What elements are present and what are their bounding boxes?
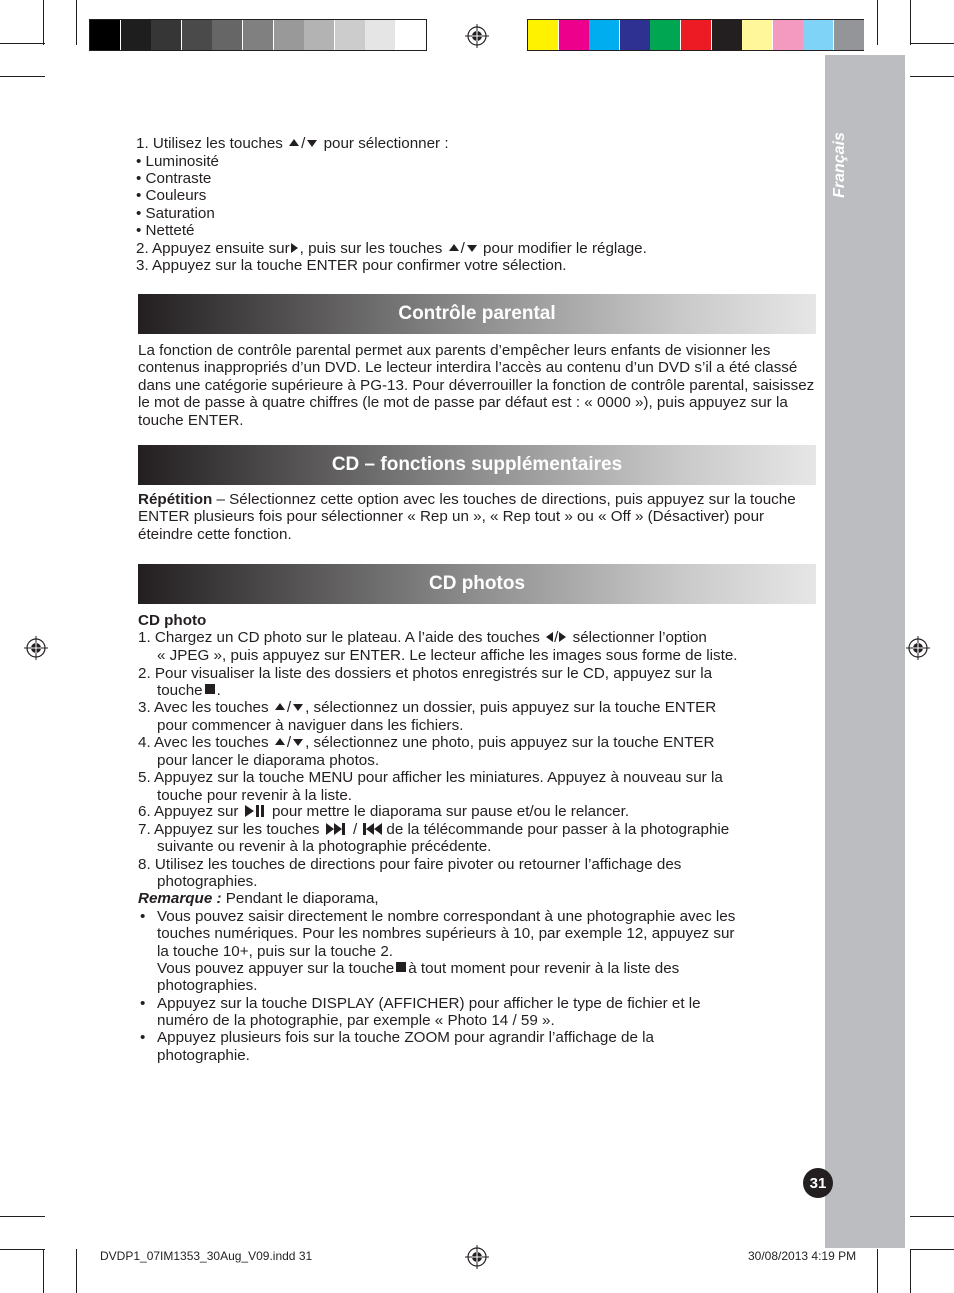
intro-step-1: 1. Utilisez les touches / pour sélectionner : <box>136 135 449 152</box>
next-track-icon <box>326 823 346 835</box>
parental-body: La fonction de contrôle parental permet aux parents d’empêcher leurs enfants de visionner les contenus inappropriés d’un DVD. Le lecteur interdira l’accès au contenu d’un DVD s’il a été classé dans une catégorie supérieure à PG-13. Pour déverrouiller la fonction de contrôle parental, saisissez le mot de passe à quatre chiffres (le mot de passe par défaut est : « 0000 »), puis appuyez sur la touche ENTER. <box>138 342 815 429</box>
footer-file-info: DVDP1_07IM1353_30Aug_V09.indd 31 <box>100 1249 313 1263</box>
photo-step-2: 2. Pour visualiser la liste des dossiers et photos enregistrés sur le CD, appuyez sur la <box>138 665 713 682</box>
calibration-swatch <box>620 20 650 50</box>
note-bullet-3: Appuyez plusieurs fois sur la touche ZOOM pour agrandir l’affichage de la <box>157 1029 654 1046</box>
calibration-swatch <box>773 20 803 50</box>
play-pause-icon <box>245 805 265 817</box>
photo-step-7: 7. Appuyez sur les touches / de la télécommande pour passer à la photographie <box>138 821 730 838</box>
section-title: Contrôle parental <box>398 303 556 324</box>
photo-step-5-cont: touche pour revenir à la liste. <box>157 787 353 804</box>
crop-mark <box>877 0 878 45</box>
calibration-swatch <box>396 20 426 50</box>
language-tab-label: Français <box>831 132 848 198</box>
calibration-swatch <box>335 20 365 50</box>
bullet-mark: • <box>140 1029 146 1046</box>
arrow-up-icon <box>289 139 299 146</box>
note-bullet-1-cont: Vous pouvez appuyer sur la touche à tout moment pour revenir à la liste des <box>157 960 680 977</box>
section-title: CD – fonctions supplémentaires <box>331 454 623 475</box>
crop-mark <box>43 1249 44 1293</box>
language-side-tab <box>825 55 905 1248</box>
photo-step-6: 6. Appuyez sur pour mettre le diaporama sur pause et/ou le relancer. <box>138 803 630 820</box>
calibration-swatch <box>121 20 151 50</box>
calibration-swatch <box>243 20 273 50</box>
page-number: 31 <box>803 1168 833 1198</box>
arrow-down-icon <box>293 704 303 711</box>
crop-mark <box>0 1216 45 1217</box>
photo-step-5: 5. Appuyez sur la touche MENU pour afficher les miniatures. Appuyez à nouveau sur la <box>138 769 723 786</box>
stop-icon <box>396 962 406 972</box>
section-banner <box>138 445 816 485</box>
stop-icon <box>205 684 215 694</box>
photo-step-3: 3. Avec les touches / , sélectionnez un dossier, puis appuyez sur la touche ENTER <box>138 699 717 716</box>
photo-step-7-cont: suivante ou revenir à la photographie précédente. <box>157 838 492 855</box>
photo-step-4: 4. Avec les touches / , sélectionnez une photo, puis appuyez sur la touche ENTER <box>138 734 715 751</box>
crop-mark <box>910 0 911 45</box>
crop-mark <box>910 1249 954 1250</box>
registration-mark-icon <box>24 636 48 660</box>
registration-mark-icon <box>465 24 489 48</box>
calibration-swatch <box>589 20 619 50</box>
calibration-swatch <box>834 20 864 50</box>
arrow-right-icon <box>291 243 298 253</box>
crop-mark <box>43 0 44 45</box>
calibration-swatch <box>803 20 833 50</box>
arrow-left-icon <box>546 632 553 642</box>
intro-bullet: • Netteté <box>136 222 195 239</box>
calibration-swatch <box>681 20 711 50</box>
note-bullet-1-cont: touches numériques. Pour les nombres supérieurs à 10, par exemple 12, appuyez sur <box>157 925 735 942</box>
arrow-up-icon <box>275 738 285 745</box>
arrow-up-icon <box>449 244 459 251</box>
calibration-swatch <box>742 20 772 50</box>
photo-step-2-cont: touche . <box>157 682 221 699</box>
section-banner <box>138 564 816 604</box>
photo-step-8-cont: photographies. <box>157 873 258 890</box>
cd-photo-subtitle: CD photo <box>138 612 207 629</box>
note-bullet-1-cont: photographies. <box>157 977 258 994</box>
note-bullet-2-cont: numéro de la photographie, par exemple « Photo 14 / 59 ». <box>157 1012 555 1029</box>
crop-mark <box>910 1216 954 1217</box>
intro-bullet: • Luminosité <box>136 153 219 170</box>
photo-step-1: 1. Chargez un CD photo sur le plateau. A l’aide des touches / sélectionner l’option <box>138 629 707 646</box>
section-title: CD photos <box>428 573 526 594</box>
crop-mark <box>0 43 45 44</box>
previous-track-icon <box>363 823 383 835</box>
section-banner <box>138 294 816 334</box>
crop-mark <box>910 43 954 44</box>
arrow-down-icon <box>307 140 317 147</box>
photo-step-4-cont: pour lancer le diaporama photos. <box>157 752 380 769</box>
registration-mark-icon <box>906 636 930 660</box>
arrow-down-icon <box>467 245 477 252</box>
calibration-swatch <box>212 20 242 50</box>
note-bullet-3-cont: photographie. <box>157 1047 250 1064</box>
repeat-label: Répétition <box>138 491 213 508</box>
arrow-down-icon <box>293 739 303 746</box>
arrow-up-icon <box>275 703 285 710</box>
footer-date: 30/08/2013 4:19 PM <box>748 1249 857 1263</box>
photo-step-1-cont: « JPEG », puis appuyez sur ENTER. Le lecteur affiche les images sous forme de liste. <box>157 647 738 664</box>
crop-mark <box>910 76 954 77</box>
crop-mark <box>76 1249 77 1293</box>
photo-step-3-cont: pour commencer à naviguer dans les fichiers. <box>157 717 464 734</box>
note-bullet-1: Vous pouvez saisir directement le nombre correspondant à une photographie avec les <box>157 908 736 925</box>
calibration-swatch <box>304 20 334 50</box>
calibration-swatch <box>559 20 589 50</box>
registration-mark-icon <box>465 1245 489 1269</box>
bullet-mark: • <box>140 995 146 1012</box>
calibration-swatch <box>182 20 212 50</box>
crop-mark <box>0 1249 45 1250</box>
calibration-swatch <box>712 20 742 50</box>
arrow-right-icon <box>559 632 566 642</box>
photo-step-8: 8. Utilisez les touches de directions pour faire pivoter ou retourner l’affichage des <box>138 856 682 873</box>
intro-step-3: 3. Appuyez sur la touche ENTER pour confirmer votre sélection. <box>136 257 567 274</box>
crop-mark <box>877 1249 878 1293</box>
intro-bullet: • Saturation <box>136 205 215 222</box>
crop-mark <box>76 0 77 45</box>
note: Remarque : Pendant le diaporama, <box>138 890 379 907</box>
note-bullet-2: Appuyez sur la touche DISPLAY (AFFICHER) pour afficher le type de fichier et le <box>157 995 701 1012</box>
calibration-swatch <box>90 20 120 50</box>
calibration-swatch <box>151 20 181 50</box>
bullet-mark: • <box>140 908 146 925</box>
cd-functions-body: Répétition – Sélectionnez cette option avec les touches de directions, puis appuyez sur la touche ENTER plusieurs fois pour sélectionner « Rep un », « Rep tout » ou « Off » (Désactiver) pour éteindre cette fonction. <box>138 491 796 543</box>
calibration-swatch <box>365 20 395 50</box>
calibration-swatch <box>650 20 680 50</box>
note-bullet-1-cont: la touche 10+, puis sur la touche 2. <box>157 943 393 960</box>
note-label: Remarque : <box>138 890 222 907</box>
intro-bullet: • Contraste <box>136 170 212 187</box>
intro-bullet: • Couleurs <box>136 187 207 204</box>
calibration-swatch <box>528 20 558 50</box>
crop-mark <box>0 76 45 77</box>
intro-step-2: 2. Appuyez ensuite sur , puis sur les touches / pour modifier le réglage. <box>136 240 647 257</box>
calibration-swatch <box>274 20 304 50</box>
crop-mark <box>910 1249 911 1293</box>
